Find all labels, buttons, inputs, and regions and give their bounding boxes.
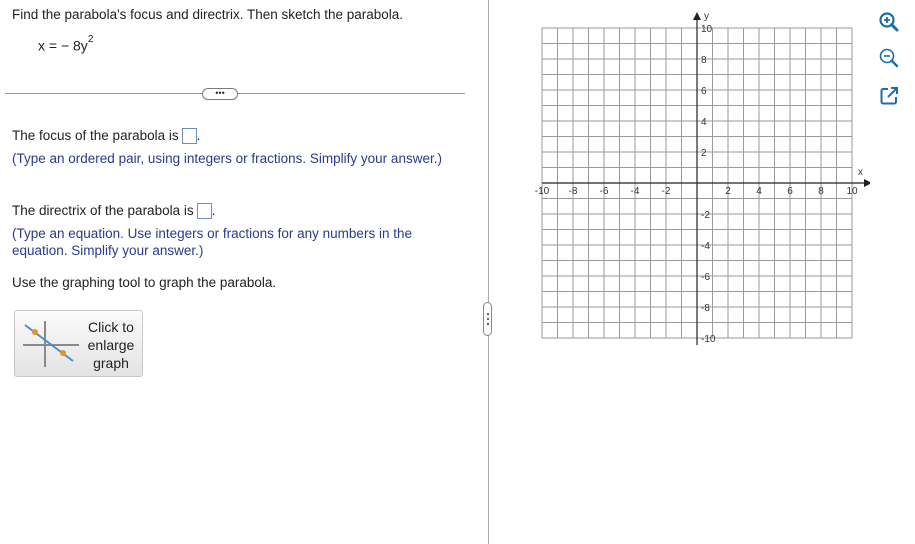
y-tick-label: -2 (701, 210, 710, 221)
y-tick-label: 8 (701, 55, 707, 66)
x-axis-label: x (858, 167, 863, 178)
directrix-period: . (211, 203, 216, 218)
y-tick-label: 4 (701, 117, 707, 128)
focus-row (12, 128, 200, 144)
pop-out-icon[interactable] (877, 84, 901, 108)
y-tick-label: 10 (701, 24, 713, 35)
y-axis-arrow (693, 12, 701, 20)
y-tick-label: -6 (701, 272, 710, 283)
x-axis-arrow (864, 179, 870, 187)
focus-period: . (196, 128, 201, 143)
y-tick-label: 2 (701, 148, 707, 159)
x-tick-label: 10 (846, 186, 858, 197)
x-tick-label: 8 (818, 186, 824, 197)
directrix-answer-box[interactable] (197, 203, 212, 219)
x-tick-label: -6 (599, 186, 609, 197)
x-tick-label: -2 (661, 186, 671, 197)
y-tick-label: 6 (701, 86, 707, 97)
coordinate-graph[interactable] (530, 10, 870, 345)
directrix-label: The directrix of the parabola is (12, 203, 194, 218)
directrix-hint: (Type an equation. Use integers or fractions for any numbers in the equation. Simplify your answer.) (12, 226, 412, 258)
enlarge-button-label (81, 318, 141, 372)
enlarge-label-line3: graph (93, 355, 129, 371)
y-tick-label: -8 (701, 303, 710, 314)
focus-answer-box[interactable] (182, 128, 197, 144)
question-prompt: Find the parabola's focus and directrix. Then sketch the parabola. (12, 7, 404, 22)
zoom-in-icon[interactable] (877, 10, 901, 34)
pane-resize-handle[interactable] (483, 302, 492, 336)
x-tick-label: 6 (787, 186, 793, 197)
equation-exponent: 2 (87, 34, 94, 45)
graph-thumbnail-icon (23, 321, 83, 367)
parabola-equation (38, 34, 94, 54)
y-tick-label: -10 (701, 334, 716, 345)
directrix-row (12, 203, 215, 219)
x-tick-label: -4 (630, 186, 640, 197)
equation-base: x = − 8y (38, 37, 88, 54)
x-tick-label: -10 (534, 186, 550, 197)
enlarge-label-line2: enlarge (87, 337, 135, 353)
y-axis-label: y (704, 11, 709, 22)
zoom-out-icon[interactable] (877, 46, 901, 70)
enlarge-label-line1: Click to (88, 319, 134, 335)
x-tick-label: -8 (568, 186, 578, 197)
enlarge-graph-button[interactable] (14, 310, 143, 377)
graph-instruction: Use the graphing tool to graph the parabola. (12, 275, 277, 290)
focus-label: The focus of the parabola is (12, 128, 179, 143)
y-tick-label: -4 (701, 241, 710, 252)
pane-divider (488, 0, 489, 544)
expand-button[interactable]: ••• (202, 88, 238, 100)
x-tick-label: 2 (725, 186, 731, 197)
x-tick-label: 4 (756, 186, 762, 197)
focus-hint: (Type an ordered pair, using integers or fractions. Simplify your answer.) (12, 151, 442, 166)
